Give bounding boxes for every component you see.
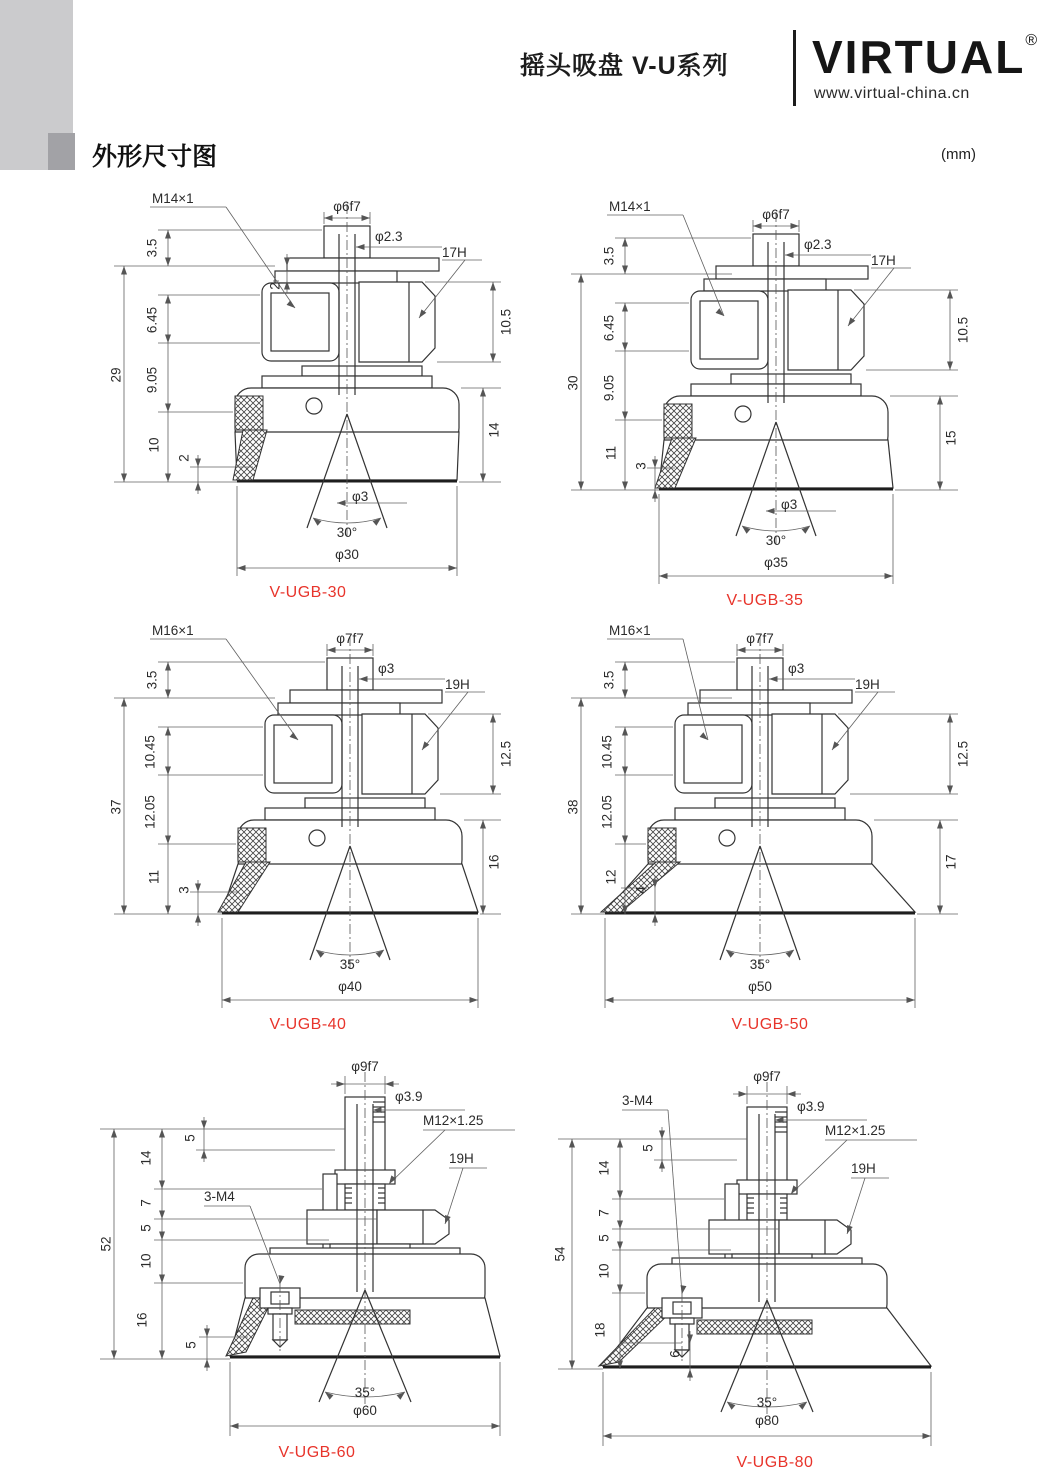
dim-orifice: φ3 [352,489,369,504]
dim-cup-height: 14 [486,422,502,438]
section-title: 外形尺寸图 [92,143,218,171]
wrench-flat-label: 17H [442,245,467,260]
dim-cup-dia: φ50 [748,979,772,994]
stem-dia-label: φ9f7 [351,1059,379,1074]
dim-angle: 35° [749,957,771,972]
dim-seg1: 6.45 [601,314,617,342]
model-caption: V-UGB-50 [731,1016,809,1033]
dim-seg14: 14 [596,1160,612,1176]
model-caption: V-UGB-30 [269,584,347,601]
wrench-flat-label: 19H [449,1151,474,1166]
figure-v-ugb-40 [88,622,528,1042]
dim-cup-height: 16 [486,854,502,870]
brand-text: VIRTUAL [812,31,1026,83]
dim-cup-height: 18 [592,1322,608,1338]
brand-logo [812,30,1039,84]
dim-nut-height: 12.5 [955,740,971,768]
thread-label: M16×1 [152,623,194,638]
dim-seg10: 10 [596,1263,612,1279]
dim-top5: 5 [182,1134,198,1142]
dim-seg5: 5 [596,1234,612,1242]
dim-seg3: 11 [146,869,162,885]
dim-cup-height: 16 [134,1312,150,1328]
hole-dia-label: φ3.9 [395,1089,423,1104]
dim-seg5: 5 [138,1224,154,1232]
wrench-flat-label: 19H [445,677,470,692]
dim-seg14: 14 [138,1150,154,1166]
header-divider [793,30,796,106]
model-caption: V-UGB-40 [269,1016,347,1033]
wrench-flat-label: 17H [871,253,896,268]
dim-orifice: φ3 [781,497,798,512]
dim-nut-height: 12.5 [498,740,514,768]
dim-lip: 5 [183,1341,199,1349]
dim-angle: 30° [336,525,358,540]
dim-seg2: 9.05 [144,366,160,394]
thread-label: M14×1 [152,191,194,206]
dim-seg2: 9.05 [601,374,617,402]
thread-label: M12×1.25 [825,1123,886,1138]
dim-angle: 30° [765,533,787,548]
dim-angle: 35° [354,1385,376,1400]
dim-seg1: 6.45 [144,306,160,334]
dim-cup-dia: φ35 [764,555,788,570]
page-title: 摇头吸盘 V-U系列 [520,52,729,80]
dim-angle: 35° [756,1395,778,1410]
dim-step: 2 [267,282,283,290]
figure-v-ugb-50 [545,622,995,1042]
dim-top-offset: 3.5 [144,670,160,690]
dim-seg3: 12 [603,869,619,885]
dim-cup-dia: φ30 [335,547,359,562]
dim-lip: 3 [176,886,192,894]
dim-seg7: 7 [138,1199,154,1207]
dim-top-offset: 3.5 [601,246,617,266]
dim-lip: 2 [176,454,192,462]
hole-dia-label: φ3 [378,661,395,676]
dim-lip: 6 [667,1350,683,1358]
screws-label: 3-M4 [204,1189,235,1204]
stem-dia-label: φ9f7 [753,1069,781,1084]
figure-v-ugb-80 [550,1062,1000,1474]
figure-v-ugb-60 [92,1052,542,1464]
wrench-flat-label: 19H [851,1161,876,1176]
thread-label: M12×1.25 [423,1113,484,1128]
dim-total-height: 37 [108,799,124,815]
dim-total-height: 52 [98,1236,114,1252]
dim-nut-height: 10.5 [955,316,971,344]
stem-dia-label: φ6f7 [762,207,790,222]
hole-dia-label: φ2.3 [804,237,832,252]
dim-seg3: 10 [146,437,162,453]
dim-total-height: 29 [108,367,124,383]
dim-cup-dia: φ60 [353,1403,377,1418]
dim-total-height: 30 [565,375,581,391]
dim-angle: 35° [339,957,361,972]
model-caption: V-UGB-80 [736,1454,814,1471]
website-url: www.virtual-china.cn [814,85,970,102]
dim-cup-height: 17 [943,854,959,870]
dim-cup-dia: φ40 [338,979,362,994]
model-caption: V-UGB-35 [726,592,804,609]
figure-v-ugb-30 [88,190,528,610]
screws-label: 3-M4 [622,1093,653,1108]
dim-seg2: 12.05 [142,795,158,829]
dim-lip: 3 [633,462,649,470]
dim-total-height: 38 [565,799,581,815]
dim-seg10: 10 [138,1253,154,1269]
dim-total-height: 54 [552,1246,568,1262]
dim-cup-dia: φ80 [755,1413,779,1428]
dim-seg1: 10.45 [599,735,615,769]
hole-dia-label: φ3.9 [797,1099,825,1114]
dim-seg2: 12.05 [599,795,615,829]
wrench-flat-label: 19H [855,677,880,692]
hole-dia-label: φ2.3 [375,229,403,244]
section-bullet-square [48,133,75,170]
dim-lip: 4 [633,886,649,894]
dim-top-offset: 3.5 [601,670,617,690]
registered-mark: ® [1025,32,1040,49]
dim-top5: 5 [640,1144,656,1152]
unit-label: (mm) [941,146,976,163]
dim-seg7: 7 [596,1209,612,1217]
stem-dia-label: φ6f7 [333,199,361,214]
dim-seg3: 11 [603,445,619,461]
hole-dia-label: φ3 [788,661,805,676]
dim-cup-height: 15 [943,430,959,446]
figure-v-ugb-35 [545,198,985,618]
dim-top-offset: 3.5 [144,238,160,258]
stem-dia-label: φ7f7 [746,631,774,646]
stem-dia-label: φ7f7 [336,631,364,646]
dim-nut-height: 10.5 [498,308,514,336]
thread-label: M14×1 [609,199,651,214]
model-caption: V-UGB-60 [278,1444,356,1461]
dim-seg1: 10.45 [142,735,158,769]
thread-label: M16×1 [609,623,651,638]
